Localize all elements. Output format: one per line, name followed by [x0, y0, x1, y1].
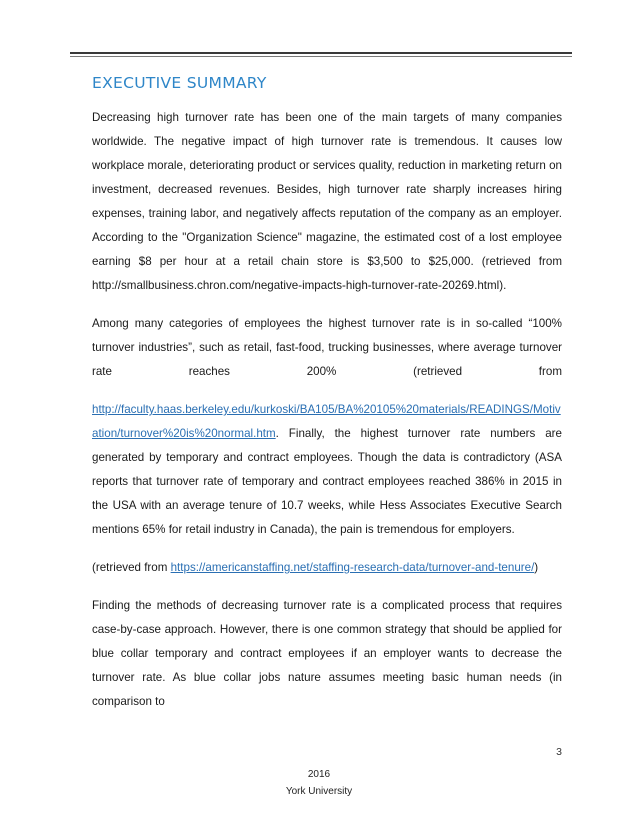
paragraph-3-text: . Finally, the highest turnover rate numbers are generated by temporary and contract employees. Though the data is contradictory (ASA reports that turnover rate of temporary and contract employees reached 386% in 2015 in the USA with an average tenure of 10.7 weeks, while Hess Associates Executive Search mentions 65% for retail industry in Canada), the pain is tremendous for employers.: [92, 427, 562, 536]
paragraph-4-suffix: ): [534, 561, 539, 574]
footer-organization: York University: [285, 786, 353, 797]
berkeley-reference-link[interactable]: http://faculty.haas.berkeley.edu/kurkoski/BA105/BA%20105%20materials/READINGS/Motivation/turnover%20is%20normal.htm: [92, 403, 561, 440]
paragraph-1: Decreasing high turnover rate has been one of the main targets of many companies worldwide. The negative impact of high turnover rate is tremendous. It causes low workplace morale, deteriorating product or services quality, reduction in marketing return on investment, decreased revenues. Besides, high turnover rate sharply increases hiring expenses, training labor, and negatively affects reputation of the company as an employer. According to the "Organization Science" magazine, the estimated cost of a lost employee earning $8 per hour at a retail chain store is $3,500 to $25,000. (retrieved from http://smallbusiness.chron.com/negative-impacts-high-turnover-rate-20269.html).: [92, 111, 562, 292]
paragraph-3: [92, 398, 562, 542]
paragraph-2: Among many categories of employees the highest turnover rate is in so-called “100% turnover industries”, such as retail, fast-food, trucking businesses, where average turnover rate reaches 200% (retrieved from: [92, 317, 562, 378]
americanstaffing-reference-link[interactable]: https://americanstaffing.net/staffing-research-data/turnover-and-tenure/: [170, 561, 535, 574]
paragraph-4: [92, 556, 562, 580]
header-rule: [70, 52, 572, 57]
document-body: [92, 106, 562, 714]
footer-year: 2016: [307, 769, 331, 780]
section-heading: EXECUTIVE SUMMARY: [92, 74, 267, 92]
page-number: 3: [556, 746, 562, 758]
paragraph-5: Finding the methods of decreasing turnover rate is a complicated process that requires case-by-case approach. However, there is one common strategy that should be applied for blue collar temporary and contract employees if an employer wants to decrease the turnover rate. As blue collar jobs nature assumes meeting basic human needs (in comparison to: [92, 599, 562, 708]
paragraph-4-prefix: (retrieved from: [92, 561, 171, 574]
